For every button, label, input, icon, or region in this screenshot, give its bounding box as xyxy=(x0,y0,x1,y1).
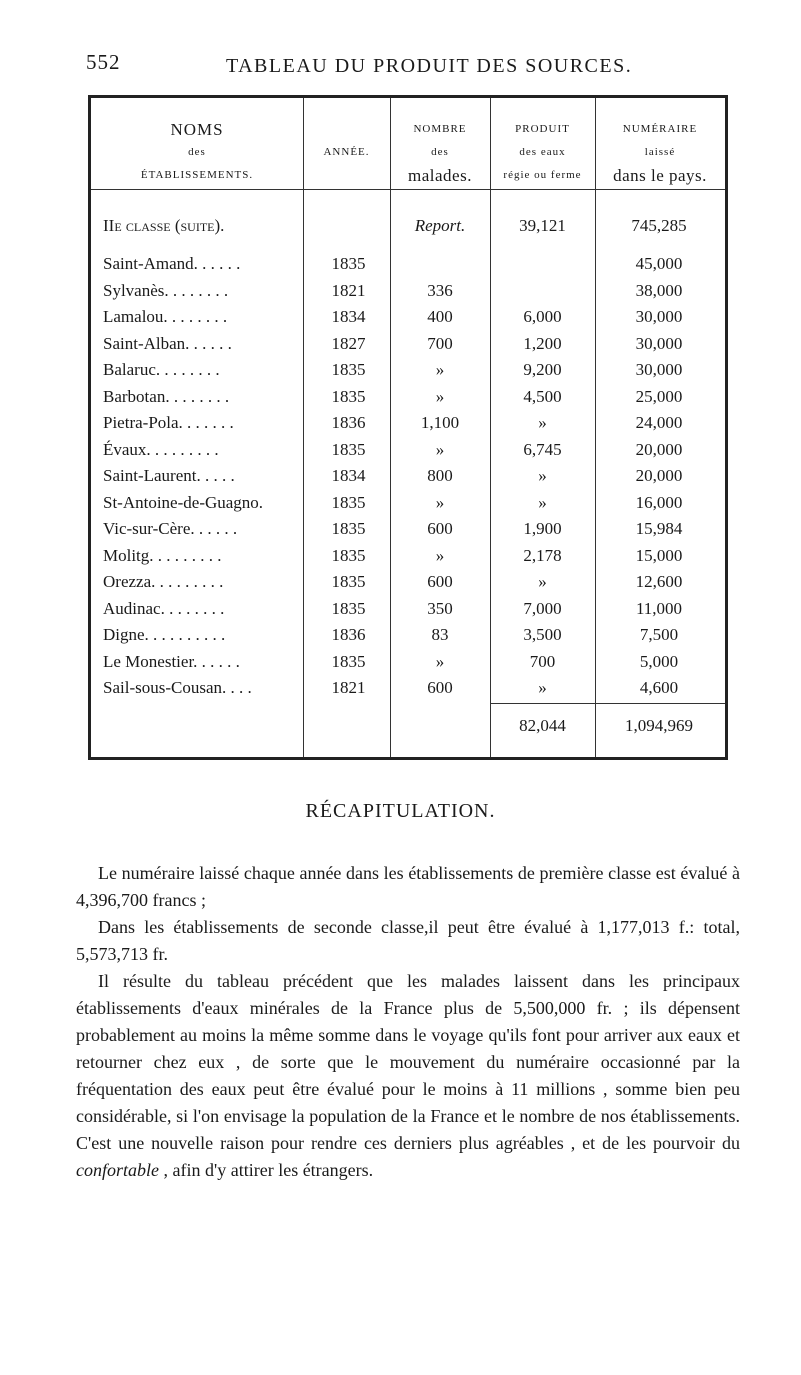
cell-malades: 600 xyxy=(427,678,453,697)
cell-numeraire: 45,000 xyxy=(635,254,683,273)
report-produit: 39,121 xyxy=(519,216,566,235)
cell-numeraire: 25,000 xyxy=(635,386,683,406)
cell-name: Sail-sous-Cousan. . . . xyxy=(103,678,252,697)
cell-name: Audinac. . . . . . . . xyxy=(103,598,225,618)
cell-name: Orezza. . . . . . . . . xyxy=(103,572,224,591)
total-produit: 82,044 xyxy=(519,716,566,735)
cell-name: Saint-Laurent. . . . . xyxy=(103,466,235,485)
table-row xyxy=(91,440,725,470)
cell-year: 1821 xyxy=(331,280,366,300)
cell-malades: » xyxy=(435,651,445,671)
running-title: TABLEAU DU PRODUIT DES SOURCES. xyxy=(226,55,633,77)
emphasis-confortable: confortable xyxy=(76,1160,159,1180)
cell-year: 1827 xyxy=(331,333,366,353)
cell-malades: 600 xyxy=(427,519,453,538)
cell-numeraire: 15,984 xyxy=(635,519,683,538)
cell-year: 1834 xyxy=(331,466,366,485)
cell-produit: 6,000 xyxy=(523,307,562,326)
table-row xyxy=(91,652,725,682)
cell-numeraire: 24,000 xyxy=(635,413,683,432)
cell-malades: » xyxy=(435,545,445,565)
cell-year: 1835 xyxy=(331,545,366,565)
cell-produit: 700 xyxy=(529,651,556,671)
cell-numeraire: 5,000 xyxy=(639,651,679,671)
cell-year: 1835 xyxy=(331,598,366,618)
header-divider xyxy=(91,189,725,190)
cell-malades: 350 xyxy=(427,598,453,618)
cell-numeraire: 30,000 xyxy=(635,307,683,326)
header-malades: NOMBRE des malades. xyxy=(408,123,472,185)
header-produit: PRODUIT des eaux régie ou ferme xyxy=(503,123,582,181)
section-report-row xyxy=(91,216,725,246)
table-row xyxy=(91,678,725,708)
cell-year: 1835 xyxy=(331,651,366,671)
cell-name: Barbotan. . . . . . . . xyxy=(103,386,230,406)
total-numeraire: 1,094,969 xyxy=(625,716,693,735)
cell-malades: » xyxy=(435,386,445,406)
header-numeraire: NUMÉRAIRE laissé dans le pays. xyxy=(613,123,707,185)
cell-numeraire: 30,000 xyxy=(635,333,683,353)
table-row xyxy=(91,546,725,576)
cell-name: Pietra-Pola. . . . . . . xyxy=(103,413,234,432)
table-row xyxy=(91,307,725,337)
cell-produit: 7,000 xyxy=(523,598,562,618)
cell-malades: 700 xyxy=(427,333,453,353)
table-row xyxy=(91,519,725,549)
cell-numeraire: 20,000 xyxy=(635,466,683,485)
cell-year: 1836 xyxy=(331,413,366,432)
cell-name: Saint-Alban. . . . . . xyxy=(103,333,232,353)
cell-numeraire: 12,600 xyxy=(635,572,683,591)
table-row xyxy=(91,599,725,629)
header-noms: NOMS des ÉTABLISSEMENTS. xyxy=(140,120,254,181)
table-row xyxy=(91,572,725,602)
cell-numeraire: 4,600 xyxy=(639,678,679,697)
cell-year: 1835 xyxy=(331,254,366,273)
cell-numeraire: 15,000 xyxy=(635,545,683,565)
table-row xyxy=(91,387,725,417)
report-numeraire: 745,285 xyxy=(631,216,687,235)
cell-numeraire: 30,000 xyxy=(635,360,683,379)
cell-name: Molitg. . . . . . . . . xyxy=(103,545,222,565)
table-row xyxy=(91,360,725,390)
cell-year: 1835 xyxy=(331,492,366,512)
recap-paragraph-3: Il résulte du tableau précédent que les malades laissent dans les principaux établissements d'eaux minérales de la France plus de 5,500,000 fr. ; ils dépensent probablement au moins la même somme dans le voyage qu'ils font pour arriver aux eaux et retourner chez eux , de sorte que le mouvement du numéraire occasionné par la fréquentation des eaux peut être évalué pour le moins à 11 millions , somme bien peu considérable, si l'on envisage la population de la France et le nombre de nos établissements. C'est une nouvelle raison pour rendre ces derniers plus agréables , et de les pourvoir du confortable , afin d'y attirer les étrangers. xyxy=(76,971,740,1180)
cell-malades: 1,100 xyxy=(420,413,460,432)
cell-produit: » xyxy=(538,492,547,512)
cell-year: 1821 xyxy=(331,678,366,697)
report-label: Report. xyxy=(414,216,466,235)
cell-malades: » xyxy=(435,360,445,379)
totals-row xyxy=(91,716,725,746)
cell-year: 1835 xyxy=(331,360,366,379)
cell-produit: » xyxy=(538,572,547,591)
table-row xyxy=(91,466,725,496)
cell-year: 1835 xyxy=(331,572,366,591)
cell-name: St-Antoine-de-Guagno. xyxy=(103,492,264,512)
cell-produit: 1,900 xyxy=(523,519,562,538)
cell-produit: 2,178 xyxy=(523,545,562,565)
cell-name: Vic-sur-Cère. . . . . . xyxy=(103,519,238,538)
cell-numeraire: 7,500 xyxy=(639,625,679,644)
cell-year: 1835 xyxy=(331,386,366,406)
recap-title: RÉCAPITULATION. xyxy=(305,800,496,822)
cell-year: 1834 xyxy=(331,307,366,326)
cell-produit: » xyxy=(538,678,547,697)
sources-table xyxy=(88,95,728,760)
cell-malades: » xyxy=(435,492,445,512)
cell-name: Le Monestier. . . . . . xyxy=(103,651,240,671)
cell-name: Sylvanès. . . . . . . . xyxy=(103,280,229,300)
cell-produit: 6,745 xyxy=(523,439,562,459)
recap-paragraph-1: Le numéraire laissé chaque année dans les établissements de première classe est évalué à 4,396,700 francs ; xyxy=(76,863,740,910)
table-row xyxy=(91,281,725,311)
cell-produit: » xyxy=(538,466,547,485)
recap-paragraph-2: Dans les établissements de seconde classe,il peut être évalué à 1,177,013 f.: total, 5,573,713 fr. xyxy=(76,917,740,964)
cell-numeraire: 38,000 xyxy=(635,280,683,300)
section-title: IIe classe (suite). xyxy=(103,216,225,235)
cell-year: 1835 xyxy=(331,519,366,538)
cell-produit: 4,500 xyxy=(523,386,562,406)
table-row xyxy=(91,334,725,364)
cell-produit: 3,500 xyxy=(523,625,562,644)
table-row xyxy=(91,625,725,655)
cell-produit: 1,200 xyxy=(523,333,562,353)
table-row xyxy=(91,413,725,443)
cell-numeraire: 20,000 xyxy=(635,439,683,459)
table-row xyxy=(91,493,725,523)
cell-numeraire: 11,000 xyxy=(635,598,683,618)
cell-name: Balaruc. . . . . . . . xyxy=(103,360,220,379)
cell-year: 1835 xyxy=(331,439,366,459)
cell-numeraire: 16,000 xyxy=(635,492,683,512)
cell-name: Lamalou. . . . . . . . xyxy=(103,307,228,326)
cell-malades: » xyxy=(435,439,445,459)
cell-name: Saint-Amand. . . . . . xyxy=(103,254,241,273)
cell-year: 1836 xyxy=(331,625,366,644)
cell-malades: 83 xyxy=(431,625,449,644)
cell-produit: » xyxy=(538,413,547,432)
cell-malades: 800 xyxy=(427,466,453,485)
cell-malades: 600 xyxy=(427,572,453,591)
cell-name: Digne. . . . . . . . . . xyxy=(103,625,226,644)
page-number: 552 xyxy=(86,50,121,74)
cell-malades: 336 xyxy=(427,280,453,300)
header-annee: ANNÉE. xyxy=(323,146,370,158)
cell-name: Évaux. . . . . . . . . xyxy=(103,439,219,459)
cell-malades: 400 xyxy=(427,307,453,326)
cell-produit: 9,200 xyxy=(523,360,562,379)
table-row xyxy=(91,254,725,284)
